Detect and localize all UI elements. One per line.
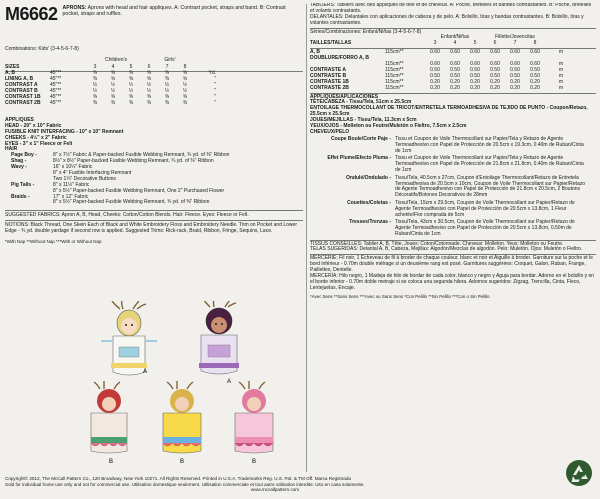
label-b-3: B	[252, 459, 257, 465]
apron-a-yellow-hair-illustration	[101, 301, 157, 375]
apron-b-red-illustration	[91, 381, 127, 453]
apron-b-yellow-illustration	[163, 381, 201, 453]
yardage-row: A, B 45"** ⅝ ⅝ ⅝ ⅝ ⅝ ⅝ Yd.	[5, 70, 216, 77]
combinations: Combinations: Kids' (3-4-5-6-7-8)	[5, 46, 79, 52]
merceria: MERCERÍA: Hilo negro, 1 Madeja de hilo de bordar de cada color, blanco y negro y Aguja para bordar. Adorno en el bolsillo y en el borde inferior - 0.70m doble metraje si se coloca una segunda hilera. Adornos sugeridos: Zigzag, Trencilla, Cinta, Fleco, Lentejuelas, Encaje.	[310, 273, 595, 291]
hair-row: Shag - 8½" x 8½" Paper-backed Fusible Webbing Remnant, ¾ yd. of ⅜" Ribbon	[11, 158, 214, 165]
yardage-row: LINING A, B 45"** ⅝ ⅝ ⅝ ⅝ ⅝ ⅝ "	[5, 76, 216, 83]
yardage-row: CONTRAST A 45"** ½ ½ ½ ½ ½ ½ "	[5, 82, 216, 89]
yardage-table: Children's Girls' SIZES 3 4 5 6 7 8 A, B 45"** ⅝ ⅝ ⅝ ⅝ ⅝ ⅝ Yd. LINING A, B 45"** ⅝ ⅝ ⅝ ⅝ ⅝ ⅝ " CONTRAST A 45"** ½ ½ ½ ½ ½ ½ " CONTRAST B 45"** ½ ½ ½ ½ ½ ½ " CONTRAST 1B 45"** ⅜ ⅜ ⅜ ⅜ ⅜ ⅜ " CONTRAST 2B 45"** ⅜ ⅜ ⅜ ⅜ ⅜ ⅜ "	[5, 58, 305, 107]
yardage-row: CONTRAST 1B 45"** ⅜ ⅜ ⅜ ⅜ ⅜ ⅜ "	[5, 94, 216, 101]
mercerie: MERCERIE: Fil noir, 1 Écheveau de fil à broder de chaque couleur, blanc et noir et Aiguille à broder. Garniture sur la poche et le bord inférieur - 0.70m double métrage si un deuxième rang est posé. Garnitures suggérées: Croquet, Galon, Ruban, Frange, Paillettes, Dentelle.	[310, 255, 593, 274]
tissus-conseilles: TISSUS CONSEILLES: Tablier A, B, Tête, Joues: Coton/Cotonnade. Cheveux: Molleton. Yeux: Molleton ou Feutre.	[310, 240, 564, 247]
footer	[5, 476, 545, 493]
website-link[interactable]: www.mccallpattern.com	[250, 487, 300, 493]
english-column	[5, 5, 305, 475]
tabliers-description: TABLIERS: Tabliers avec des appliqués de tête et de cheveux. A: Poche, bretelles et bandes contrastantes. B: Poche, bretelles et volants contrastants.	[310, 3, 592, 14]
metrage-row: DOUBLURE/FORRO A, B	[310, 55, 369, 62]
apron-illustrations	[5, 301, 305, 473]
hair-style-row: Coupe Boule/Corte Paje - Tissu et Coupon de Voile Thermocollant sur Papier/Tela y Retazo de Agente Termoadhesivo con Papel de Protección de 20.5cm x 19.3cm, 0.40m de Ruban/Cinta de 1cm	[330, 136, 584, 155]
hair-style-row: Tresses/Trenzas - Tissu/Tela, 43cm x 30.5cm, Coupon de Voile Thermocollant sur Papier/Retazo de Agente Termoadhesivo con Papel de Protección de 20.5cm x 13.8cm, 0.50m de Ruban/Cinta de 1cm	[349, 218, 575, 237]
metrage-row: CONTRASTE A 115cm** 0.50 0.50 0.50 0.50 0.50 0.50 m	[310, 67, 563, 74]
yardage-row: CONTRAST B 45"** ½ ½ ½ ½ ½ ½ "	[5, 88, 216, 95]
nap-legend: *With Nap **Without Nap ***With or Without Nap	[5, 239, 102, 245]
label-b-1: B	[109, 459, 114, 465]
label-a-2: A	[227, 379, 232, 385]
hair-row: Wavy - 16" x 10¼" Fabric	[11, 164, 93, 171]
nap-legend-fr-es: *Avec Sens **Sans Sens ***Avec ou Sans Sens *Con Pelillo **Sin Pelillo ***Con o Sin Pelillo	[310, 293, 490, 299]
recycle-icon	[565, 459, 593, 487]
hair-style-row: Effet Plume/Efecto Pluma - Tissu et Coupon de Voile Thermocollant sur Papier/Tela y Retazo de Agente Termoadhesivo con Papel de Protección de 21.8cm x 21.8cm, 0.40m de Ruban/Cinta de 1cm	[327, 155, 584, 174]
metrage-row: CONTRASTE B 115cm** 0.50 0.50 0.50 0.50 0.50 0.50 m	[310, 72, 563, 79]
label-a-1: A	[143, 369, 148, 375]
hair-row: Two 1¼" Decorative Buttons	[53, 175, 116, 182]
pattern-code: M6662	[5, 5, 58, 24]
hair-row: Pig Tails - 8" x 11½" Fabric	[11, 181, 90, 188]
telas-sugeridas: TELAS SUGERIDAS: Delantal A, B, Cabeza, Mejillas: Algodón/Mezclas de algodón. Pelo: Muletón. Ojos: Muletón o Fieltro.	[310, 246, 583, 253]
apron-b-pink-illustration	[235, 381, 273, 453]
column-divider	[306, 4, 307, 472]
aprons-description: APRONS: Aprons with head and hair appliques. A: Contrast pocket, straps and band. B: Contrast pocket, straps and ruffles.	[62, 5, 286, 18]
suggested-fabrics: SUGGESTED FABRICS: Apron A, B, Head, Cheeks: Cotton/Cotton Blends. Hair: Fleece. Eyes: Fleece or Felt.	[5, 212, 249, 219]
copyright: Copyright© 2012, The McCall Pattern Co., 120 Broadway, New York 10271. All Rights Reserved. Printed in U.S.A. Trademarks Reg. U.S. Pat. & TM Off. Marca Registrada	[5, 476, 351, 481]
metrage-row: 115cm** 0.60 0.60 0.60 0.60 0.60 0.60 m	[385, 61, 563, 68]
delantales-description: DELANTALES: Delantales con aplicaciones de cabeza y de pelo. A: Bolsillo, tiras y bandas contrastantes. B: Bolsillo, tiras y volantes contrastantes.	[310, 13, 584, 26]
hair-row: Braids - 17" x 12" Fabric	[11, 193, 89, 200]
notions: NOTIONS: Black Thread, One Skein Each of Black and White Embroidery Floss and Embroidery Needle. Trim on Pocket and Lower Edge - ¾ yd. double yardage if second row is applied. Suggested Trims: Rick-rack, Braid, Ribbon, Fringe, Sequins, Lace.	[5, 222, 297, 235]
hair-style-row: Couettes/Coletas - Tissu/Tela, 15cm x 29.5cm, Coupon de Voile Thermocollant sur Papier/Retazo de Agente Termoadhesivo con Papel de Protección de 20.5cm x 13.8cm, 1 Fleur achetée/Flor comprada de 5cm	[347, 199, 575, 218]
hair-style-row: Ondulé/Ondulado - Tissu/Tela, 40.5cm x 27cm, Coupon d'Entoilage Thermocollant/Retazo de Entretela Termoadhesiva de 20.5cm x 10cm, Coupon de Voile Thermocollant sur Papier/Retazo de Agente Termoadhesivo con Papel de Protección de 21.8cm x 20.5cm, 2 Boutons Décoratifs/Botones Decorativos de 28mm	[346, 174, 586, 199]
hair-row: 8" x 5½" Paper-backed Fusible Webbing Remnant, ¾ yd. of ⅜" Ribbon	[53, 199, 210, 206]
hair-row: 8" x 4" Fusible Interfacing Remnant	[53, 170, 132, 177]
label-b-2: B	[180, 459, 185, 465]
hair-row: 8" x 5½" Paper-backed Fusible Webbing Remnant, One 2" Purchased Flower	[53, 187, 225, 194]
metrage-row: A, B 115cm** 0.60 0.60 0.60 0.60 0.60 0.60 m	[310, 49, 563, 56]
series-combinations: Séries/Combinaciones: Enfant/Niñas (3-4-5-6-7-8)	[310, 28, 422, 35]
hair-row: Page Boy - 8" x 7½" Fabric & Paper-backed Fusible Webbing Remnant, ¾ yd. of ⅜" Ribbon	[11, 152, 230, 159]
french-spanish-column: TABLIERS: Tabliers avec des appliqués de tête et de cheveux. A: Poche, bretelles et bandes contrastantes. B: Poche, bretelles et volants contrastants. DELANTALES: Delantales con aplicaciones de cabeza y de pelo. A: Bolsillo, tiras y bandas contrastantes. B: Bolsillo, tiras y volantes contrastantes. Séries/Combinaciones: Enfant/Niñas (3-4-5-6-7-8) Enfant/Niñas Fillette/Jovencitas TAILLES/TALLAS 3 4 5 6 7 8 A, B 115cm** 0.60 0.60 0.60 0.60 0.60 0.60 m DOUBLURE/FORRO A, B 115cm** 0.60 0.60 0.60 0.60 0.60 0.60 m CONTRASTE A 115cm** 0.50 0.50 0.50 0.50 0.50 0.50 m CONTRASTE B 115cm** 0.50 0.50 0.50 0.50 0.50 0.50 m CONTRASTE 1B 115cm** 0.20 0.20 0.20 0.20 0.20 0.20 m CONTRASTE 2B 115cm** 0.20 0.20 0.20 0.20 0.20 0.20 m APPLIQUÉS/APLICACIONES TÊTE/CABEZA - Tissu/Tela, 51cm x 25.5cm ENTOILAGE THERMOCOLLANT DE TRICOT/ENTRETELA TERMOADHESIVA DE TEJIDO DE PUNTO - Coupon/Retazo, 25.5cm x 25.5cm JOUES/MEJILLAS - Tissu/Tela, 11.3cm x 5cm YEUX/OJOS - Molleton ou Feutre/Muletón o Fieltro, 7.5cm x 2.5cm CHEVEUX/PELO Coupe Boule/Corte Paje - Tissu et Coupon de Voile Thermocollant sur Papier/Tela y Retazo de Agente Termoadhesivo con Papel de Protección de 20.5cm x 19.3cm, 0.40m de Ruban/Cinta de 1cm Effet Plume/Efecto Pluma - Tissu et Coupon de Voile Thermocollant sur Papier/Tela y Retazo de Agente Termoadhesivo con Papel de Protección de 21.8cm x 21.8cm, 0.40m de Ruban/Cinta de 1cm Ondulé/Ondulado - Tissu/Tela, 40.5cm x 27cm, Coupon d'Entoilage Thermocollant/Retazo de Entretela Termoadhesiva de 20.5cm x 10cm, Coupon de Voile Thermocollant sur Papier/Retazo de Agente Termoadhesivo con Papel de Protección de 21.8cm x 20.5cm, 2 Boutons Décoratifs/Botones Decorativos de 28mm Couettes/Coletas - Tissu/Tela, 15cm x 29.5cm, Coupon de Voile Thermocollant sur Papier/Retazo de Agente Termoadhesivo con Papel de Protección de 20.5cm x 13.8cm, 1 Fleur achetée/Flor comprada de 5cm Tresses/Trenzas - Tissu/Tela, 43cm x 30.5cm, Coupon de Voile Thermocollant sur Papier/Retazo de Agente Termoadhesivo con Papel de Protección de 20.5cm x 13.8cm, 0.50m de Ruban/Cinta de 1cm TISSUS CONSEILLES: Tablier A, B, Tête, Joues: Coton/Cotonnade. Cheveux: Molleton. Yeux: Molleton ou Feutre. TELAS SUGERIDAS: Delantal A, B, Cabeza, Mejillas: Algodón/Mezclas de algodón. Pelo: Muletón. Ojos: Muletón o Fieltro. MERCERIE: Fil noir, 1 Écheveau de fil à broder de chaque couleur, blanc et noir et Aiguille à broder. Garniture sur la poche et le bord inférieur - 0.70m double métrage si un deuxième rang est posé. Garnitures suggérées: Croquet, Galon, Ruban, Frange, Paillettes, Dentelle. MERCERÍA: Hilo negro, 1 Madeja de hilo de bordar de cada color, blanco y negro y Aguja para bordar. Adorno en el bolsillo y en el borde inferior - 0.70m doble metraje si se coloca una segunda hilera. Adornos sugeridos: Zigzag, Trencilla, Cinta, Fleco, Lentejuelas, Encaje. *Avec Sens **Sans Sens ***Avec ou Sans Sens *Con Pelillo **Sin Pelillo ***Con o Sin Pelillo	[310, 3, 595, 299]
sizes-row: SIZES 3 4 5 6 7 8	[5, 64, 187, 70]
appliques-section: APPLIQUES HEAD - 20" x 10" Fabric FUSIBLE KNIT INTERFACING - 10" x 10" Remnant CHEEKS - 4½" x 2" Fabric EYES - 3" x 1" Fleece or Felt HAIR Page Boy - 8" x 7½" Fabric & Paper-backed Fusible Webbing Remnant, ¾ yd. of ⅜" Ribbon Shag - 8½" x 8½" Paper-backed Fusible Webbing Remnant, ¾ yd. of ⅜" Ribbon Wavy - 16" x 10¼" Fabric 8" x 4" Fusible Interfacing Remnant Two 1¼" Decorative Buttons Pig Tails - 8" x 11½" Fabric 8" x 5½" Paper-backed Fusible Webbing Remnant, One 2" Purchased Flower Braids - 17" x 12" Fabric 8" x 5½" Paper-backed Fusible Webbing Remnant, ¾ yd. of ⅜" Ribbon SUGGESTED FABRICS: Apron A, B, Head, Cheeks: Cotton/Cotton Blends. Hair: Fleece. Eyes: Fleece or Felt. NOTIONS: Black Thread, One Skein Each of Black and White Embroidery Floss and Embroidery Needle. Trim on Pocket and Lower Edge - ¾ yd. double yardage if second row is applied. Suggested Trims: Rick-rack, Braid, Ribbon, Fringe, Sequins, Lace. *With Nap **Without Nap ***With or Without Nap	[5, 118, 303, 244]
tailles-row: TAILLES/TALLAS 3 4 5 6 7 8	[310, 40, 537, 47]
yardage-row: CONTRAST 2B 45"** ⅜ ⅜ ⅜ ⅜ ⅜ ⅜ "	[5, 99, 216, 106]
usage-notice: Sold for individual home use only and not for commercial use. Utilisation domestique seulement. Utilisation commerciale et tout autre utilisation interdite. Uso en casa solamente.	[5, 481, 365, 487]
metrage-row: CONTRASTE 1B 115cm** 0.20 0.20 0.20 0.20 0.20 0.20 m	[310, 78, 563, 85]
apron-a-purple-illustration	[199, 301, 239, 374]
metrage-row: CONTRASTE 2B 115cm** 0.20 0.20 0.20 0.20 0.20 0.20 m	[310, 84, 563, 91]
